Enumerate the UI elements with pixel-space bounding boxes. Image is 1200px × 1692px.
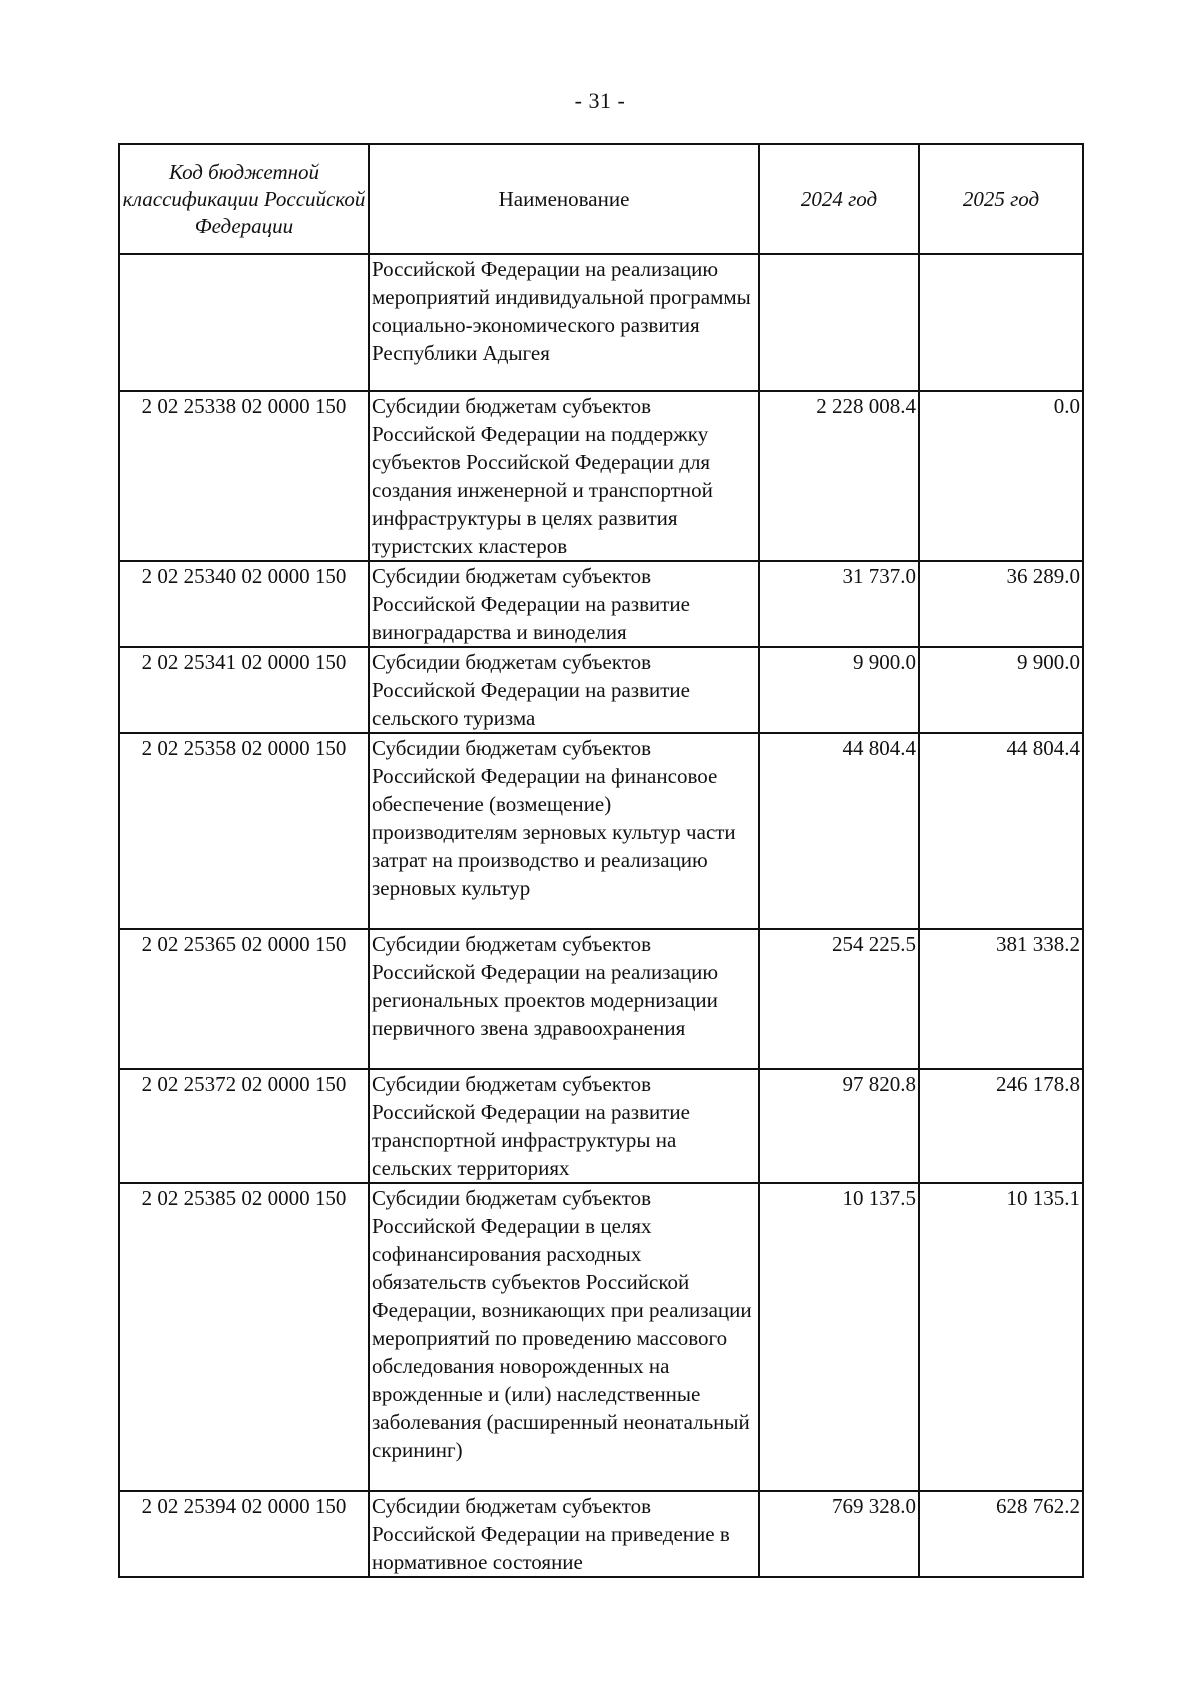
budget-code (119, 254, 369, 391)
header-2024: 2024 год (759, 144, 919, 254)
row-name: Субсидии бюджетам субъектов Российской Федерации на развитие сельского туризма (369, 647, 759, 733)
table-row (119, 733, 1083, 929)
header-code: Код бюджетной классификации Российской Федерации (119, 144, 369, 254)
value-2024 (759, 254, 919, 391)
row-name: Субсидии бюджетам субъектов Российской Федерации на развитие виноградарства и виноделия (369, 561, 759, 647)
value-2025: 246 178.8 (919, 1069, 1083, 1183)
value-2025: 628 762.2 (919, 1491, 1083, 1577)
row-name: Субсидии бюджетам субъектов Российской Федерации в целях софинансирования расходных обязательств субъектов Российской Федерации, возникающих при реализации мероприятий по проведению массового обследования новорожденных на врожденные и (или) наследственные заболевания (расширенный неонатальный скрининг) (369, 1183, 759, 1491)
table-row (119, 391, 1083, 561)
value-2024: 97 820.8 (759, 1069, 919, 1183)
value-2024: 10 137.5 (759, 1183, 919, 1491)
table-header-row (119, 144, 1083, 254)
header-2025: 2025 год (919, 144, 1083, 254)
table-row (119, 1183, 1083, 1491)
budget-code: 2 02 25358 02 0000 150 (119, 733, 369, 929)
budget-code: 2 02 25372 02 0000 150 (119, 1069, 369, 1183)
value-2025: 381 338.2 (919, 929, 1083, 1069)
value-2024: 9 900.0 (759, 647, 919, 733)
row-name: Субсидии бюджетам субъектов Российской Федерации на финансовое обеспечение (возмещение) производителям зерновых культур части затрат на производство и реализацию зерновых культур (369, 733, 759, 929)
budget-code: 2 02 25340 02 0000 150 (119, 561, 369, 647)
budget-code: 2 02 25385 02 0000 150 (119, 1183, 369, 1491)
table-row (119, 1069, 1083, 1183)
budget-table (118, 143, 1084, 1578)
value-2025: 36 289.0 (919, 561, 1083, 647)
value-2025: 9 900.0 (919, 647, 1083, 733)
row-name: Субсидии бюджетам субъектов Российской Федерации на поддержку субъектов Российской Федерации для создания инженерной и транспортной инфраструктуры в целях развития туристских кластеров (369, 391, 759, 561)
table-row (119, 929, 1083, 1069)
value-2024: 31 737.0 (759, 561, 919, 647)
table-row (119, 647, 1083, 733)
budget-code: 2 02 25394 02 0000 150 (119, 1491, 369, 1577)
value-2025: 10 135.1 (919, 1183, 1083, 1491)
budget-code: 2 02 25341 02 0000 150 (119, 647, 369, 733)
budget-code: 2 02 25338 02 0000 150 (119, 391, 369, 561)
table-row (119, 561, 1083, 647)
value-2024: 254 225.5 (759, 929, 919, 1069)
value-2024: 44 804.4 (759, 733, 919, 929)
row-name: Субсидии бюджетам субъектов Российской Федерации на приведение в нормативное состояние (369, 1491, 759, 1577)
value-2024: 769 328.0 (759, 1491, 919, 1577)
row-name: Субсидии бюджетам субъектов Российской Федерации на развитие транспортной инфраструктуры на сельских территориях (369, 1069, 759, 1183)
value-2025: 44 804.4 (919, 733, 1083, 929)
table-row (119, 254, 1083, 391)
row-name: Российской Федерации на реализацию мероприятий индивидуальной программы социально-экономического развития Республики Адыгея (369, 254, 759, 391)
value-2024: 2 228 008.4 (759, 391, 919, 561)
value-2025 (919, 254, 1083, 391)
page-number: - 31 - (574, 88, 626, 113)
row-name: Субсидии бюджетам субъектов Российской Федерации на реализацию региональных проектов модернизации первичного звена здравоохранения (369, 929, 759, 1069)
budget-code: 2 02 25365 02 0000 150 (119, 929, 369, 1069)
header-name: Наименование (369, 144, 759, 254)
table-row (119, 1491, 1083, 1577)
value-2025: 0.0 (919, 391, 1083, 561)
